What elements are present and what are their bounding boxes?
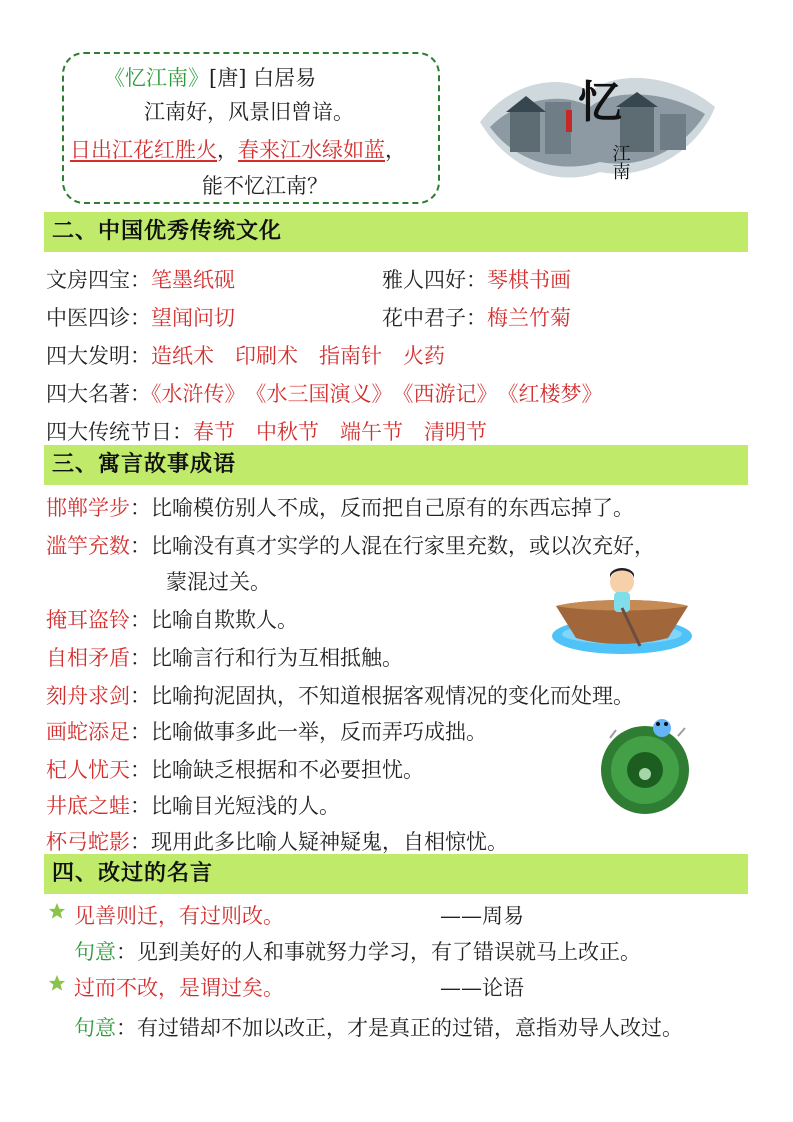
section-2-heading: 二、中国优秀传统文化 bbox=[44, 212, 748, 252]
idiom-item: 滥竽充数：比喻没有真才实学的人混在行家里充数，或以次充好， bbox=[46, 534, 655, 558]
star-icon bbox=[48, 902, 66, 920]
quote-meaning: 句意：见到美好的人和事就努力学习，有了错误就马上改正。 bbox=[74, 940, 641, 964]
idiom-item: 井底之蛙：比喻目光短浅的人。 bbox=[46, 794, 340, 818]
section-3-heading: 三、寓言故事成语 bbox=[44, 445, 748, 485]
idiom-item: 刻舟求剑：比喻拘泥固执，不知道根据客观情况的变化而处理。 bbox=[46, 684, 634, 708]
idiom-item: 掩耳盗铃：比喻自欺欺人。 bbox=[46, 608, 298, 632]
idiom-item: 邯郸学步：比喻模仿别人不成，反而把自己原有的东西忘掉了。 bbox=[46, 496, 634, 520]
poem-box bbox=[62, 52, 440, 204]
culture-item: 中医四诊：望闻问切 bbox=[46, 306, 235, 330]
idiom-item: 杯弓蛇影：现用此多比喻人疑神疑鬼，自相惊忧。 bbox=[46, 830, 508, 854]
culture-item: 四大名著：《水浒传》 《水三国演义》 《西游记》 《红楼梦》 bbox=[46, 382, 603, 406]
idiom-item: 自相矛盾：比喻言行和行为互相抵触。 bbox=[46, 646, 403, 670]
quote-text: 过而不改，是谓过矣。 bbox=[74, 976, 284, 1000]
culture-item: 雅人四好：琴棋书画 bbox=[382, 268, 571, 292]
boat-illustration bbox=[548, 568, 696, 658]
quote-meaning: 句意：有过错却不加以改正，才是真正的过错，意指劝导人改过。 bbox=[74, 1016, 683, 1040]
idiom-continuation: 蒙混过关。 bbox=[166, 570, 271, 594]
poem-title-line bbox=[104, 62, 316, 92]
quote-source: ——周易 bbox=[440, 904, 524, 928]
culture-item: 四大传统节日：春节 中秋节 端午节 清明节 bbox=[46, 420, 487, 444]
poem-line-2b: 春来江水绿如蓝 bbox=[238, 138, 385, 162]
culture-item: 花中君子：梅兰竹菊 bbox=[382, 306, 571, 330]
poem-sep: ， bbox=[217, 138, 238, 162]
poem-line-2 bbox=[70, 134, 406, 164]
well-frog-illustration bbox=[590, 708, 700, 818]
poem-end: ， bbox=[385, 138, 406, 162]
poem-line-3: 能不忆江南？ bbox=[202, 174, 328, 198]
art-subtitle: 江南 bbox=[609, 144, 631, 180]
idiom-item: 画蛇添足：比喻做事多此一举，反而弄巧成拙。 bbox=[46, 720, 487, 744]
quote-text: 见善则迁，有过则改。 bbox=[74, 904, 284, 928]
poem-title: 《忆江南》 bbox=[104, 66, 209, 90]
section-4-heading: 四、改过的名言 bbox=[44, 854, 748, 894]
poem-dynasty: [唐] bbox=[209, 66, 247, 90]
culture-item: 文房四宝：笔墨纸砚 bbox=[46, 268, 235, 292]
art-title-char: 忆 bbox=[578, 77, 622, 128]
jiangnan-illustration bbox=[470, 52, 722, 192]
poem-line-2a: 日出江花红胜火 bbox=[70, 138, 217, 162]
poem-author: 白居易 bbox=[253, 66, 317, 90]
idiom-item: 杞人忧天：比喻缺乏根据和不必要担忧。 bbox=[46, 758, 424, 782]
quote-source: ——论语 bbox=[440, 976, 524, 1000]
star-icon bbox=[48, 974, 66, 992]
poem-line-1: 江南好，风景旧曾谙。 bbox=[144, 100, 354, 124]
culture-item: 四大发明：造纸术 印刷术 指南针 火药 bbox=[46, 344, 445, 368]
